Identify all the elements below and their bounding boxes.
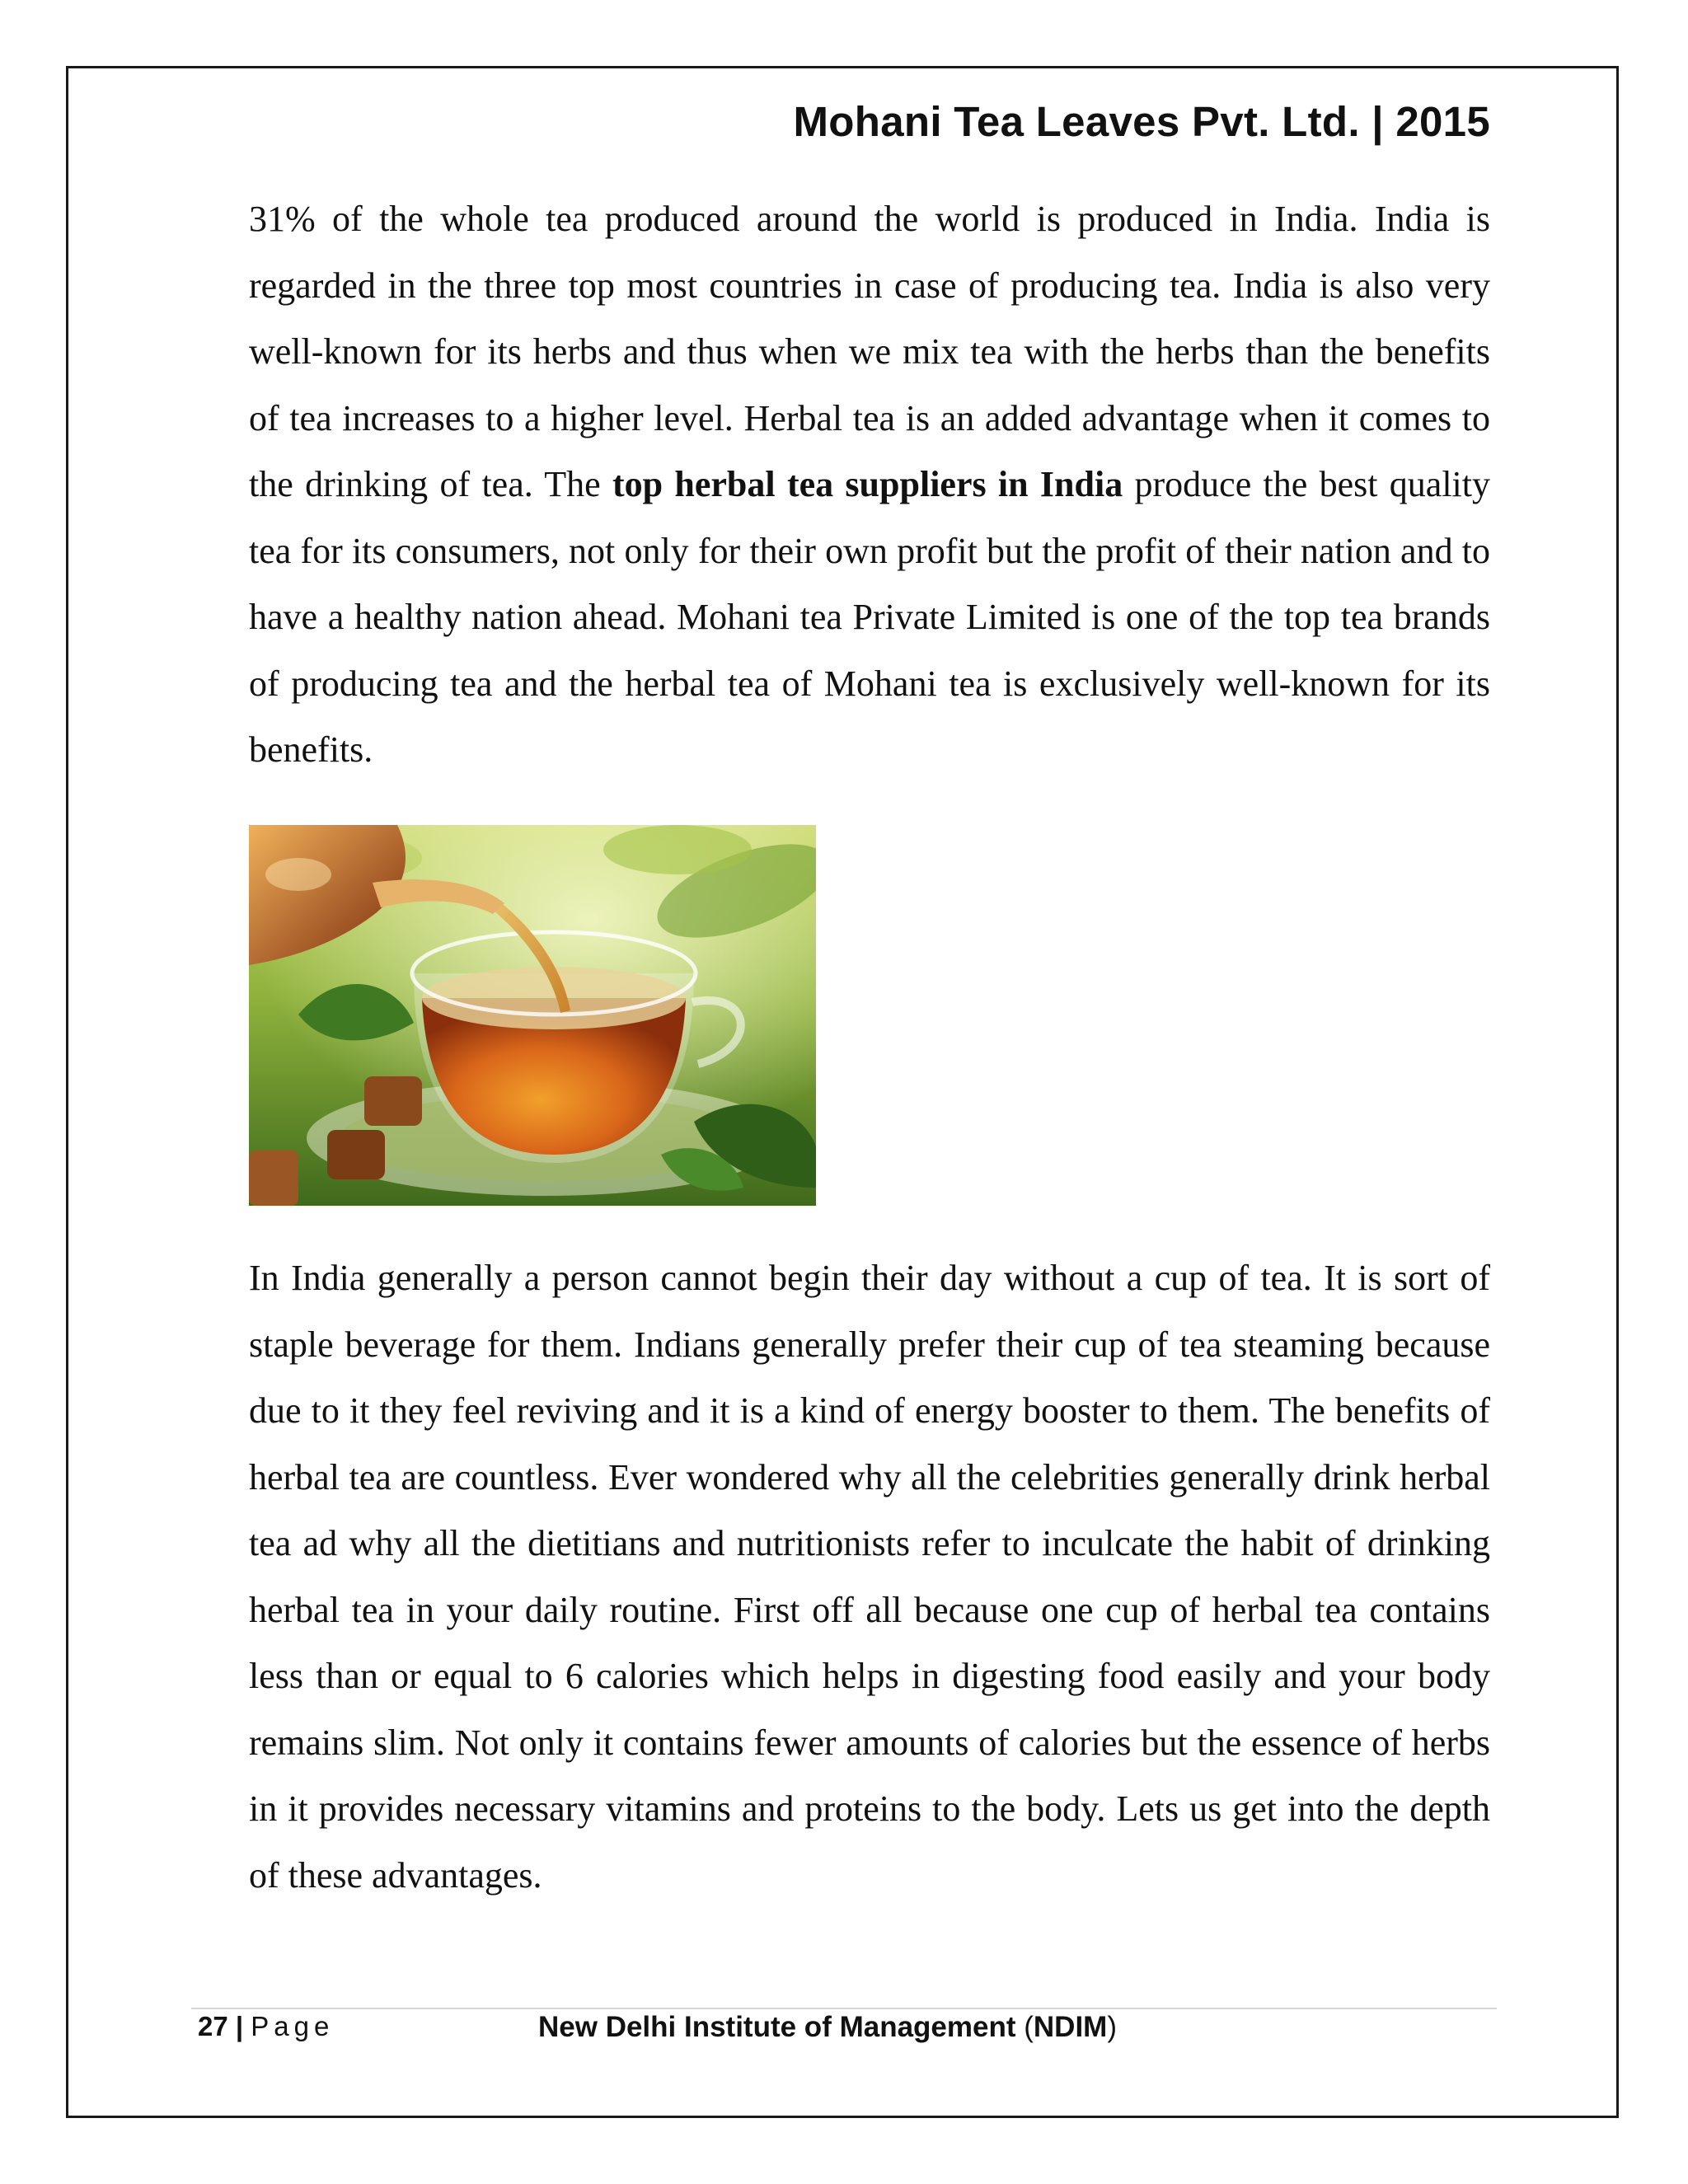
page-number: 27 bbox=[198, 2011, 228, 2041]
institute-abbreviation: NDIM bbox=[1033, 2011, 1108, 2043]
footer-institute bbox=[538, 2011, 1117, 2044]
paragraph-2: In India generally a person cannot begin their day without a cup of tea. It is sort of staple beverage for them. Indians generally prefer their cup of tea steaming because due to it they feel reviving and it is a kind of energy booster to them. The benefits of herbal tea are countless. Ever wondered why all the celebrities generally drink herbal tea ad why all the dietitians and nutritionists refer to inculcate the habit of drinking herbal tea in your daily routine. First off all because one cup of herbal tea contains less than or equal to 6 calories which helps in digesting food easily and your body remains slim. Not only it contains fewer amounts of calories but the essence of herbs in it provides necessary vitamins and proteins to the body. Lets us get into the depth of these advantages. bbox=[249, 1258, 1490, 1896]
page-label: Page bbox=[251, 2011, 335, 2041]
institute-paren-open: ( bbox=[1015, 2011, 1034, 2043]
page-header-title: Mohani Tea Leaves Pvt. Ltd. | 2015 bbox=[793, 98, 1490, 145]
herbal-tea-cup-photo bbox=[249, 825, 816, 1206]
institute-name: New Delhi Institute of Management bbox=[538, 2011, 1016, 2043]
footer-divider bbox=[191, 2008, 1497, 2009]
paragraph-1-text-start: 31% of the whole tea produced around the world is produced in India. India is regarded in the three top most countries in case of producing tea. India is also very well-known for its herbs and thus when we mix tea with the herbs than the benefits of tea increases to a higher level. Herbal tea is an added advantage when it comes to the drinking of tea. The bbox=[249, 199, 1490, 504]
paragraph-1-bold-phrase: top herbal tea suppliers in India bbox=[612, 464, 1123, 504]
page-separator: | bbox=[227, 2011, 251, 2041]
footer-page-number bbox=[198, 2011, 334, 2042]
institute-paren-close: ) bbox=[1107, 2011, 1117, 2043]
paragraph-1 bbox=[249, 186, 1490, 784]
paragraph-1-text-end: produce the best quality tea for its consumers, not only for their own profit but the profit of their nation and to have a healthy nation ahead. Mohani tea Private Limited is one of the top tea brands of producing tea and the herbal tea of Mohani tea is exclusively well-known for its benefits. bbox=[249, 464, 1491, 770]
